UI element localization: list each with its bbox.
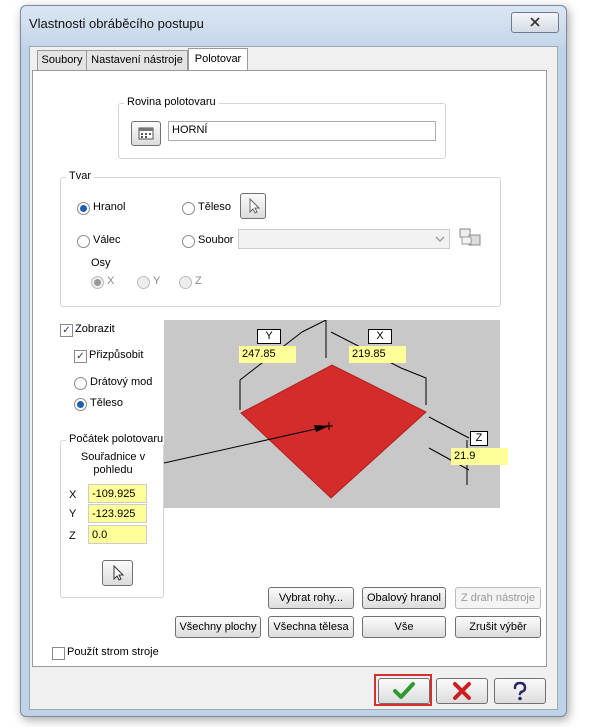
plane-value: HORNÍ: [172, 124, 208, 136]
radio-hranol-label: Hranol: [93, 201, 126, 213]
ok-button[interactable]: [378, 678, 430, 704]
vse-button[interactable]: Vše: [362, 616, 446, 638]
preview-y-value[interactable]: 247.85: [239, 346, 296, 363]
tab-soubory[interactable]: [37, 50, 87, 70]
close-icon: [512, 13, 558, 32]
radio-soubor[interactable]: [182, 235, 195, 248]
plane-group-label: Rovina polotovaru: [124, 96, 219, 108]
plane-input[interactable]: [168, 121, 436, 141]
preview-x-value[interactable]: 219.85: [349, 346, 406, 363]
tab-nastaveni-nastroje[interactable]: [86, 50, 188, 70]
axis-y-label: Y: [153, 275, 161, 287]
shape-group-label: Tvar: [66, 170, 94, 182]
stock-preview: [164, 320, 500, 508]
teleso-display-label: Těleso: [90, 397, 124, 409]
use-tree-checkbox[interactable]: [52, 647, 65, 660]
prizpusobit-label: Přizpůsobit: [89, 349, 144, 361]
preview-z-value[interactable]: 21.9: [451, 448, 508, 465]
z-drah-nastroje-button[interactable]: Z drah nástroje: [455, 587, 541, 609]
radio-teleso-display[interactable]: [74, 398, 87, 411]
vybrat-rohy-button[interactable]: Vybrat rohy...: [268, 587, 354, 609]
preview-y-label: Y: [257, 329, 281, 344]
use-tree-label: Použít strom stroje: [67, 646, 159, 658]
file-select[interactable]: [238, 229, 450, 249]
origin-subtitle: Souřadnice v pohledu: [80, 451, 146, 476]
origin-x-field[interactable]: -109.925: [88, 484, 147, 503]
vsechna-telesa-button[interactable]: Všechna tělesa: [268, 616, 354, 638]
radio-axis-z[interactable]: [179, 276, 192, 289]
close-icon: [437, 679, 487, 703]
help-icon: [495, 679, 545, 703]
radio-valec-label: Válec: [93, 234, 121, 246]
dratovy-mod-label: Drátový mod: [90, 376, 153, 388]
tab-label: Soubory: [41, 54, 83, 66]
radio-axis-x[interactable]: [91, 276, 104, 289]
chevron-down-icon: [435, 236, 445, 244]
origin-y-field[interactable]: -123.925: [88, 504, 147, 523]
cursor-icon: [103, 561, 132, 585]
zobrazit-checkbox[interactable]: ✓: [60, 324, 73, 337]
window-title: Vlastnosti obráběcího postupu: [29, 16, 204, 31]
plane-select-button[interactable]: [131, 121, 161, 146]
cancel-button[interactable]: [436, 678, 488, 704]
pick-origin-button[interactable]: [102, 560, 133, 586]
radio-hranol[interactable]: [77, 202, 90, 215]
zobrazit-label: Zobrazit: [75, 323, 115, 335]
radio-teleso[interactable]: [182, 202, 195, 215]
prizpusobit-checkbox[interactable]: ✓: [74, 350, 87, 363]
folder-icon: [458, 226, 482, 248]
calendar-icon: [132, 122, 160, 145]
select-body-button[interactable]: [240, 193, 266, 219]
preview-x-label: X: [368, 329, 392, 344]
axes-label: Osy: [91, 257, 111, 269]
radio-valec[interactable]: [77, 235, 90, 248]
origin-y-label: Y: [69, 508, 77, 520]
tab-polotovar[interactable]: [188, 48, 248, 70]
radio-soubor-label: Soubor: [198, 234, 234, 246]
obalovy-hranol-button[interactable]: Obalový hranol: [362, 587, 446, 609]
radio-teleso-label: Těleso: [198, 201, 232, 213]
zrusit-vyber-button[interactable]: Zrušit výběr: [455, 616, 541, 638]
title-bar: [21, 6, 566, 46]
radio-dratovy-mod[interactable]: [74, 377, 87, 390]
open-file-button[interactable]: [458, 226, 482, 248]
origin-group-label: Počátek polotovaru: [66, 433, 166, 445]
tab-label: Nastavení nástroje: [91, 54, 183, 66]
radio-axis-y[interactable]: [137, 276, 150, 289]
cursor-icon: [241, 194, 265, 218]
origin-x-label: X: [69, 489, 77, 501]
preview-z-label: Z: [470, 431, 488, 446]
origin-z-field[interactable]: 0.0: [88, 525, 147, 544]
check-icon: [379, 679, 429, 703]
close-button[interactable]: [511, 12, 559, 33]
axis-z-label: Z: [195, 275, 202, 287]
help-button[interactable]: [494, 678, 546, 704]
stock-block-graphic: [164, 320, 500, 508]
vsechny-plochy-button[interactable]: Všechny plochy: [175, 616, 261, 638]
axis-x-label: X: [107, 275, 115, 287]
tab-label: Polotovar: [194, 53, 242, 65]
origin-z-label: Z: [69, 530, 76, 542]
